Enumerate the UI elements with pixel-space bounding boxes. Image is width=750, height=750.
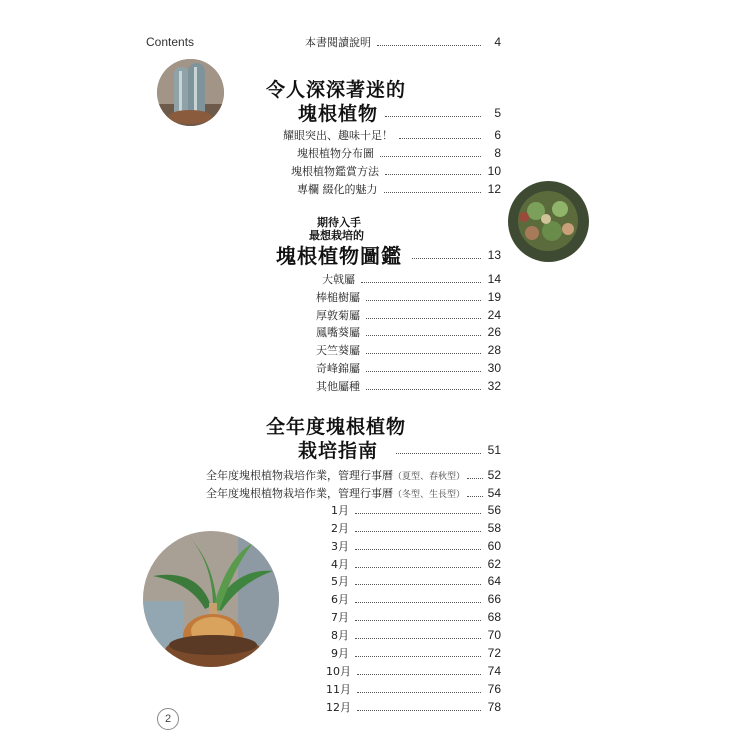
toc-entry-label: 全年度塊根植物栽培作業，管理行事曆（夏型、春秋型） bbox=[206, 469, 466, 482]
leader-dots bbox=[366, 389, 481, 390]
section1-title-line1: 令人深深著迷的 bbox=[266, 79, 407, 101]
section1-page: 5 bbox=[494, 106, 501, 120]
leader-dots bbox=[412, 258, 481, 259]
toc-entry-month[interactable] bbox=[331, 556, 501, 572]
leader-dots bbox=[355, 531, 481, 532]
potted-caudex-photo bbox=[143, 531, 279, 667]
leader-dots bbox=[467, 496, 483, 497]
section2-subtitle-line1: 期待入手 bbox=[317, 216, 361, 229]
toc-entry-page: 26 bbox=[487, 325, 501, 339]
page-number: 2 bbox=[157, 708, 179, 730]
toc-entry[interactable] bbox=[316, 307, 501, 323]
toc-entry-page: 66 bbox=[487, 592, 501, 606]
toc-entry-label: 9月 bbox=[331, 647, 349, 660]
toc-entry-label: 7月 bbox=[331, 611, 349, 624]
leader-dots bbox=[355, 638, 481, 639]
leader-dots bbox=[396, 453, 481, 454]
toc-entry-page: 14 bbox=[487, 272, 501, 286]
leader-dots bbox=[384, 192, 482, 193]
toc-entry-month[interactable] bbox=[326, 699, 501, 715]
toc-entry[interactable] bbox=[316, 342, 501, 358]
toc-entry-month[interactable] bbox=[331, 645, 501, 661]
toc-entry-month[interactable] bbox=[331, 627, 501, 643]
toc-entry-page: 10 bbox=[487, 164, 501, 178]
toc-entry-label: 8月 bbox=[331, 629, 349, 642]
toc-entry-page: 56 bbox=[487, 503, 501, 517]
toc-entry-month[interactable] bbox=[331, 538, 501, 554]
toc-entry-page: 54 bbox=[487, 486, 501, 500]
toc-entry-label: 塊根植物鑑賞方法 bbox=[291, 165, 379, 178]
toc-entry-label: 天竺葵屬 bbox=[316, 344, 360, 357]
toc-entry-page: 6 bbox=[494, 128, 501, 142]
toc-entry-label: 耀眼突出、趣味十足！ bbox=[283, 129, 393, 142]
leader-dots bbox=[385, 174, 481, 175]
toc-entry-label: 11月 bbox=[326, 683, 351, 696]
toc-entry[interactable] bbox=[322, 271, 501, 287]
toc-entry-label: 5月 bbox=[331, 575, 349, 588]
toc-entry-label: 專欄 綴化的魅力 bbox=[297, 183, 378, 196]
toc-entry-month[interactable] bbox=[331, 609, 501, 625]
toc-entry-page: 64 bbox=[487, 574, 501, 588]
toc-entry-page: 78 bbox=[487, 700, 501, 714]
toc-entry-note: （夏型、春秋型） bbox=[393, 472, 466, 482]
section2-page-leader bbox=[412, 248, 501, 262]
leader-dots bbox=[355, 620, 481, 621]
cactus-photo bbox=[157, 59, 224, 126]
leader-dots bbox=[366, 335, 481, 336]
toc-entry[interactable] bbox=[206, 485, 501, 501]
toc-entry-label: 2月 bbox=[331, 522, 349, 535]
toc-entry-label: 1月 bbox=[331, 504, 349, 517]
toc-entry[interactable] bbox=[316, 324, 501, 340]
section3-title-line1: 全年度塊根植物 bbox=[266, 416, 407, 438]
section1-title-line2: 塊根植物 bbox=[298, 103, 379, 125]
toc-entry-label: 奇峰錦屬 bbox=[316, 362, 360, 375]
toc-entry[interactable] bbox=[291, 163, 501, 179]
toc-entry-label: 棒槌樹屬 bbox=[316, 291, 360, 304]
leader-dots bbox=[355, 584, 481, 585]
toc-entry-intro[interactable] bbox=[305, 34, 501, 50]
section2-title: 塊根植物圖鑑 bbox=[276, 244, 402, 268]
leader-dots bbox=[355, 656, 481, 657]
contents-label: Contents bbox=[146, 35, 195, 49]
leader-dots bbox=[361, 282, 481, 283]
toc-entry-page: 24 bbox=[487, 308, 501, 322]
succulent-bowl-photo bbox=[508, 181, 589, 262]
toc-entry-page: 32 bbox=[487, 379, 501, 393]
section3-title-line2: 栽培指南 bbox=[298, 440, 379, 462]
leader-dots bbox=[357, 674, 481, 675]
leader-dots bbox=[377, 45, 481, 46]
toc-entry[interactable] bbox=[283, 127, 501, 143]
toc-entry-label: 12月 bbox=[326, 701, 351, 714]
toc-entry[interactable] bbox=[316, 289, 501, 305]
toc-entry[interactable] bbox=[297, 145, 501, 161]
toc-entry-page: 58 bbox=[487, 521, 501, 535]
toc-entry-label: 本書閱讀說明 bbox=[305, 36, 371, 49]
toc-entry-label: 鳳嘴葵屬 bbox=[316, 326, 360, 339]
toc-entry-page: 12 bbox=[487, 182, 501, 196]
toc-entry-page: 4 bbox=[494, 35, 501, 49]
toc-entry[interactable] bbox=[316, 378, 501, 394]
leader-dots bbox=[355, 549, 481, 550]
toc-entry-page: 62 bbox=[487, 557, 501, 571]
toc-entry-page: 68 bbox=[487, 610, 501, 624]
toc-entry-page: 72 bbox=[487, 646, 501, 660]
leader-dots bbox=[467, 478, 483, 479]
toc-entry-note: （冬型、生長型） bbox=[393, 490, 466, 500]
leader-dots bbox=[366, 353, 481, 354]
section3-page: 51 bbox=[487, 443, 501, 457]
toc-entry-page: 28 bbox=[487, 343, 501, 357]
toc-entry-label: 其他屬種 bbox=[316, 380, 360, 393]
toc-entry-page: 19 bbox=[487, 290, 501, 304]
leader-dots bbox=[355, 513, 481, 514]
leader-dots bbox=[380, 156, 481, 157]
toc-entry-page: 70 bbox=[487, 628, 501, 642]
toc-entry-label: 4月 bbox=[331, 558, 349, 571]
leader-dots bbox=[357, 710, 481, 711]
toc-entry-label: 3月 bbox=[331, 540, 349, 553]
leader-dots bbox=[355, 602, 481, 603]
leader-dots bbox=[399, 138, 481, 139]
toc-entry[interactable] bbox=[206, 467, 501, 483]
leader-dots bbox=[366, 318, 481, 319]
section2-page: 13 bbox=[487, 248, 501, 262]
toc-entry-label: 厚敦菊屬 bbox=[316, 309, 360, 322]
leader-dots bbox=[385, 116, 481, 117]
section2-subtitle-line2: 最想栽培的 bbox=[309, 229, 364, 242]
leader-dots bbox=[355, 567, 481, 568]
toc-entry-month[interactable] bbox=[326, 663, 501, 679]
toc-entry-label: 塊根植物分布圖 bbox=[297, 147, 374, 160]
toc-entry-month[interactable] bbox=[326, 681, 501, 697]
toc-entry-page: 74 bbox=[487, 664, 501, 678]
toc-entry-page: 76 bbox=[487, 682, 501, 696]
leader-dots bbox=[366, 371, 481, 372]
toc-entry-month[interactable] bbox=[331, 502, 501, 518]
toc-entry-label: 全年度塊根植物栽培作業，管理行事曆（冬型、生長型） bbox=[206, 487, 466, 500]
section3-page-leader bbox=[396, 443, 501, 457]
toc-entry-page: 60 bbox=[487, 539, 501, 553]
toc-entry[interactable] bbox=[316, 360, 501, 376]
toc-entry-label: 6月 bbox=[331, 593, 349, 606]
leader-dots bbox=[366, 300, 481, 301]
toc-entry-month[interactable] bbox=[331, 520, 501, 536]
leader-dots bbox=[357, 692, 481, 693]
toc-entry-page: 52 bbox=[487, 468, 501, 482]
toc-entry-month[interactable] bbox=[331, 591, 501, 607]
toc-entry[interactable] bbox=[297, 181, 501, 197]
toc-entry-label: 大戟屬 bbox=[322, 273, 355, 286]
toc-entry-page: 30 bbox=[487, 361, 501, 375]
toc-entry-month[interactable] bbox=[331, 573, 501, 589]
toc-entry-label: 10月 bbox=[326, 665, 351, 678]
section1-page-leader bbox=[385, 106, 501, 120]
toc-entry-page: 8 bbox=[494, 146, 501, 160]
